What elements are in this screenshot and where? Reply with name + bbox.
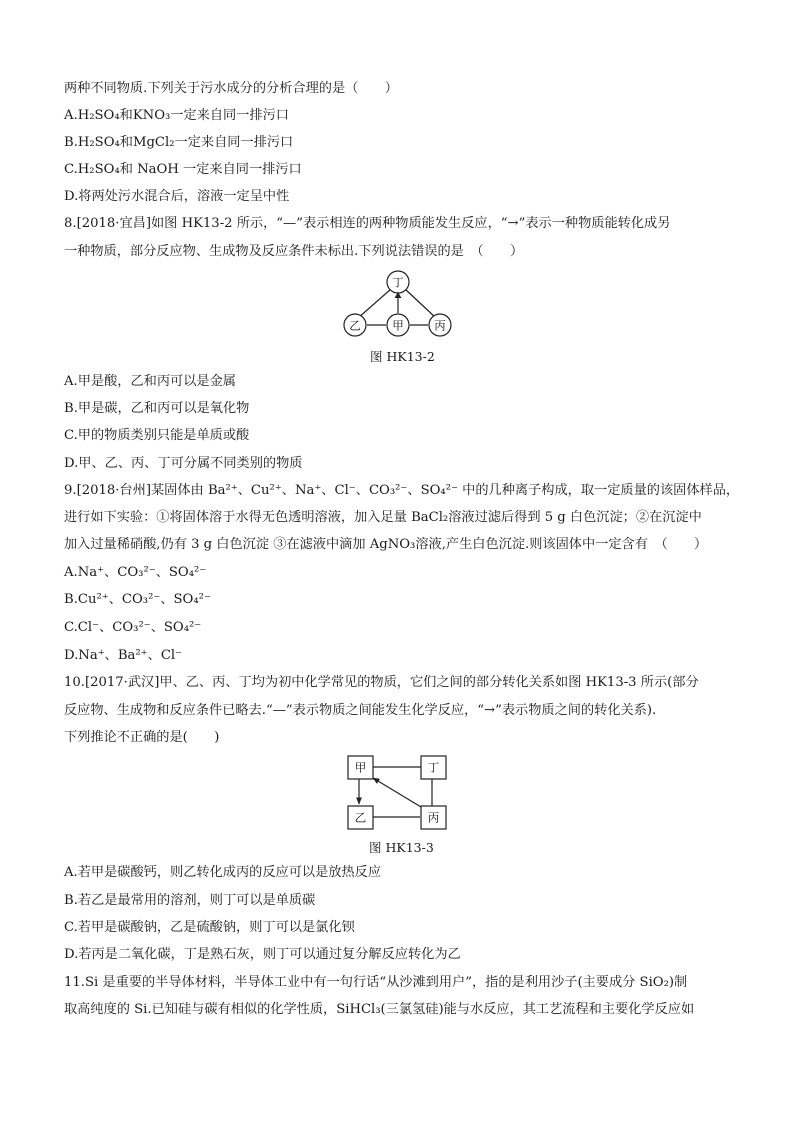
- text-line: A.Na⁺、CO₃²⁻、SO₄²⁻: [64, 565, 207, 580]
- text-line: 反应物、生成物和反应条件已略去.“—”表示物质之间能发生化学反应，“→”表示物质之间的转化关系).: [64, 703, 657, 718]
- text-line: A.甲是酸，乙和丙可以是金属: [64, 374, 236, 389]
- figure-caption: 图 HK13-3: [369, 840, 434, 855]
- text-line: 11.Si 是重要的半导体材料，半导体工业中有一句行话“从沙滩到用户”，指的是利用沙子(主要成分 SiO₂)制: [64, 975, 688, 990]
- text-line: D.Na⁺、Ba²⁺、Cl⁻: [64, 648, 183, 663]
- figure-hk13-3: [342, 753, 452, 833]
- text-line: A.若甲是碳酸钙，则乙转化成丙的反应可以是放热反应: [64, 865, 382, 880]
- node-bing: 丙: [434, 318, 446, 333]
- text-line: B.若乙是最常用的溶剂，则丁可以是单质碳: [64, 893, 316, 908]
- text-line: C.H₂SO₄和 NaOH 一定来自同一排污口: [64, 162, 302, 177]
- node-bing: 丙: [427, 810, 440, 825]
- text-line: 两种不同物质.下列关于污水成分的分析合理的是（ ）: [64, 81, 398, 96]
- text-line: 取高纯度的 Si.已知硅与碳有相似的化学性质，SiHCl₃(三氯氢硅)能与水反应，其工艺流程和主要化学反应如: [64, 1002, 695, 1017]
- node-jia: 甲: [392, 318, 404, 333]
- text-line: D.若丙是二氧化碳，丁是熟石灰，则丁可以通过复分解反应转化为乙: [64, 947, 461, 962]
- text-line: B.Cu²⁺、CO₃²⁻、SO₄²⁻: [64, 592, 211, 607]
- figure-caption: 图 HK13-2: [370, 349, 435, 364]
- text-line: C.甲的物质类别只能是单质或酸: [64, 428, 250, 443]
- text-line: A.H₂SO₄和KNO₃一定来自同一排污口: [64, 108, 289, 123]
- text-line: 加入过量稀硝酸,仍有 3 g 白色沉淀 ③在滤液中滴加 AgNO₃溶液,产生白色沉淀.则该固体中一定含有 （ ）: [64, 537, 708, 552]
- text-line: 9.[2018·台州]某固体由 Ba²⁺、Cu²⁺、Na⁺、Cl⁻、CO₃²⁻、SO₄²⁻ 中的几种离子构成，取一定质量的该固体样品，: [64, 483, 740, 498]
- text-line: 下列推论不正确的是( ): [64, 730, 220, 745]
- node-ding: 丁: [427, 760, 440, 775]
- node-ding: 丁: [392, 275, 404, 290]
- text-line: C.若甲是碳酸钠，乙是硫酸钠，则丁可以是氯化钡: [64, 920, 355, 935]
- node-jia: 甲: [354, 760, 367, 775]
- text-line: C.Cl⁻、CO₃²⁻、SO₄²⁻: [64, 620, 202, 635]
- node-yi: 乙: [349, 318, 361, 333]
- text-line: 进行如下实验：①将固体溶于水得无色透明溶液，加入足量 BaCl₂溶液过滤后得到 5 g 白色沉淀；②在沉淀中: [64, 510, 702, 525]
- text-line: 8.[2018·宜昌]如图 HK13-2 所示，“—”表示相连的两种物质能发生反应，“→”表示一种物质能转化成另: [64, 216, 671, 231]
- figure-hk13-2: [336, 268, 460, 344]
- text-line: B.H₂SO₄和MgCl₂一定来自同一排污口: [64, 135, 294, 150]
- text-line: B.甲是碳，乙和丙可以是氧化物: [64, 401, 250, 416]
- text-line: 10.[2017·武汉]甲、乙、丙、丁均为初中化学常见的物质，它们之间的部分转化关系如图 HK13-3 所示(部分: [64, 675, 699, 690]
- text-line: D.甲、乙、丙、丁可分属不同类别的物质: [64, 456, 303, 471]
- node-yi: 乙: [354, 810, 367, 825]
- text-line: 一种物质，部分反应物、生成物及反应条件未标出.下列说法错误的是 （ ）: [64, 244, 524, 259]
- text-line: D.将两处污水混合后，溶液一定呈中性: [64, 189, 290, 204]
